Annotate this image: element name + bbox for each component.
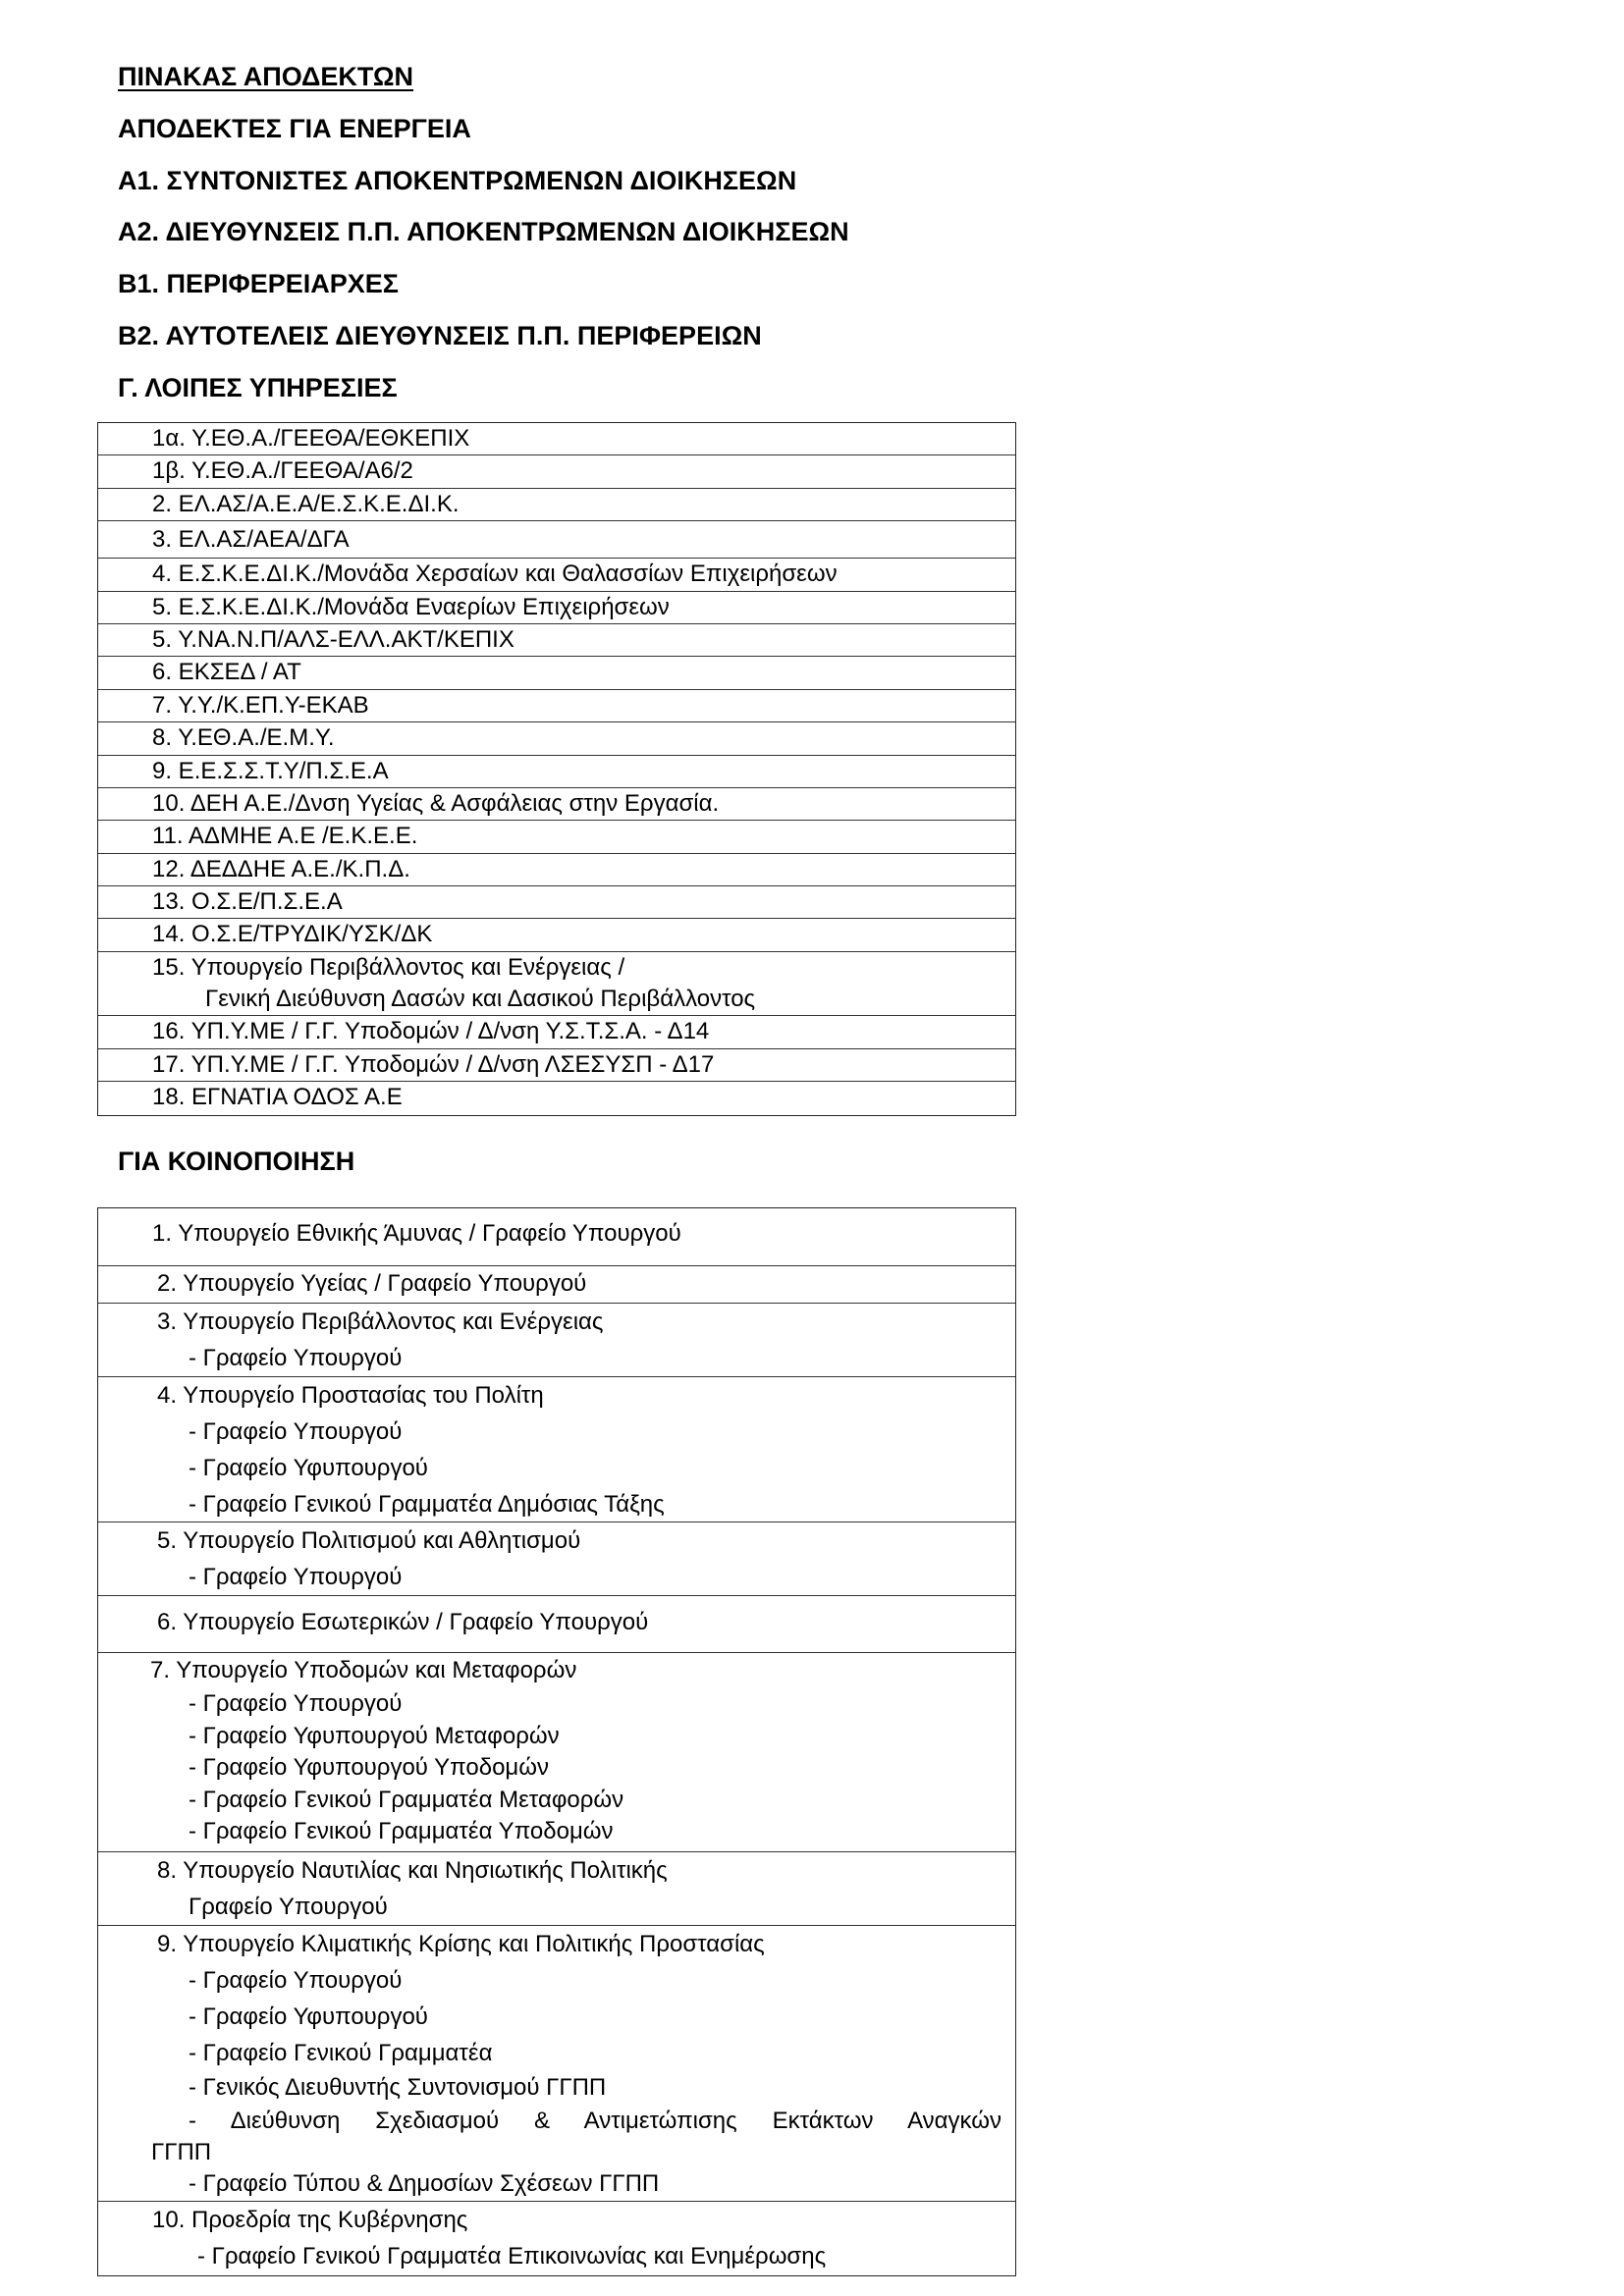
action-recipients-heading: ΑΠΟΔΕΚΤΕΣ ΓΙΑ ΕΝΕΡΓΕΙΑ bbox=[118, 114, 471, 143]
table-row bbox=[98, 919, 1015, 951]
table-row bbox=[98, 756, 1015, 788]
ministry-name: 10. Προεδρία της Κυβέρνησης bbox=[152, 2207, 468, 2233]
row-text: 5. Υ.ΝΑ.Ν.Π/ΑΛΣ-ΕΛΛ.ΑΚΤ/ΚΕΠΙΧ bbox=[152, 625, 514, 653]
office-item: - Γραφείο Υφυπουργού Μεταφορών bbox=[189, 1722, 560, 1749]
section-heading-a2: Α2. ΔΙΕΥΘΥΝΣΕΙΣ Π.Π. ΑΠΟΚΕΝΤΡΩΜΕΝΩΝ ΔΙΟΙΚΗΣΕΩΝ bbox=[118, 217, 849, 246]
office-item-continuation: ΓΓΠΠ bbox=[151, 2139, 212, 2165]
ministry-name: 3. Υπουργείο Περιβάλλοντος και Ενέργειας bbox=[157, 1308, 604, 1335]
row-text: 13. Ο.Σ.Ε/Π.Σ.Ε.Α bbox=[152, 888, 343, 916]
table-row bbox=[98, 521, 1015, 559]
row-text: 9. Ε.Ε.Σ.Σ.Τ.Υ/Π.Σ.Ε.Α bbox=[152, 757, 389, 784]
row-text: 18. ΕΓΝΑΤΙΑ ΟΔΟΣ Α.Ε bbox=[152, 1084, 403, 1111]
row-text: 2. ΕΛ.ΑΣ/Α.Ε.Α/Ε.Σ.Κ.Ε.ΔΙ.Κ. bbox=[152, 490, 460, 517]
row-text: 15. Υπουργείο Περιβάλλοντος και Ενέργειας / bbox=[152, 953, 625, 981]
table-row bbox=[98, 1522, 1015, 1596]
row-text: 6. ΕΚΣΕΔ / ΑΤ bbox=[152, 659, 301, 686]
table-row bbox=[98, 1596, 1015, 1653]
table-row bbox=[98, 1049, 1015, 1082]
ministry-name: 1. Υπουργείο Εθνικής Άμυνας / Γραφείο Υπουργού bbox=[152, 1220, 681, 1247]
office-item: - Γενικός Διευθυντής Συντονισμού ΓΓΠΠ bbox=[189, 2074, 607, 2101]
office-item: Γραφείο Υπουργού bbox=[189, 1894, 388, 1920]
table-row bbox=[98, 690, 1015, 722]
row-text: 1β. Υ.ΕΘ.Α./ΓΕΕΘΑ/Α6/2 bbox=[152, 457, 413, 485]
table-row bbox=[98, 788, 1015, 821]
table-row bbox=[98, 1926, 1015, 2202]
table-row bbox=[98, 1208, 1015, 1266]
table-row bbox=[98, 1266, 1015, 1304]
ministry-name: 5. Υπουργείο Πολιτισμού και Αθλητισμού bbox=[157, 1527, 581, 1554]
table-row bbox=[98, 952, 1015, 1017]
row-text: 1α. Υ.ΕΘ.Α./ΓΕΕΘΑ/ΕΘΚΕΠΙΧ bbox=[152, 425, 470, 452]
row-text: 8. Υ.ΕΘ.Α./Ε.Μ.Υ. bbox=[152, 724, 335, 752]
table-row bbox=[98, 1082, 1015, 1114]
table-row bbox=[98, 455, 1015, 488]
ministry-name: 9. Υπουργείο Κλιματικής Κρίσης και Πολιτικής Προστασίας bbox=[157, 1931, 765, 1957]
ministry-name: 8. Υπουργείο Ναυτιλίας και Νησιωτικής Πολιτικής bbox=[157, 1857, 668, 1884]
office-item: - Γραφείο Γενικού Γραμματέα Υποδομών bbox=[189, 1818, 614, 1844]
table-row bbox=[98, 1653, 1015, 1852]
office-item: - Γραφείο Υπουργού bbox=[189, 1690, 403, 1717]
other-services-table bbox=[97, 422, 1016, 1116]
table-row bbox=[98, 1304, 1015, 1377]
ministry-name: 6. Υπουργείο Εσωτερικών / Γραφείο Υπουργού bbox=[157, 1609, 649, 1635]
office-item: - Γραφείο Υπουργού bbox=[189, 1418, 403, 1445]
table-row bbox=[98, 1852, 1015, 1926]
table-row bbox=[98, 886, 1015, 919]
row-text: 4. Ε.Σ.Κ.Ε.ΔΙ.Κ./Μονάδα Χερσαίων και Θαλασσίων Επιχειρήσεων bbox=[152, 561, 838, 588]
office-item: - Γραφείο Γενικού Γραμματέα Επικοινωνίας και Ενημέρωσης bbox=[197, 2243, 827, 2269]
table-row bbox=[98, 624, 1015, 657]
row-text: 12. ΔΕΔΔΗΕ Α.Ε./Κ.Π.Δ. bbox=[152, 855, 410, 882]
table-row bbox=[98, 854, 1015, 886]
table-row bbox=[98, 2202, 1015, 2275]
office-item: - Γραφείο Υφυπουργού bbox=[189, 1455, 428, 1481]
table-row bbox=[98, 489, 1015, 521]
table-row bbox=[98, 657, 1015, 689]
row-text: 5. Ε.Σ.Κ.Ε.ΔΙ.Κ./Μονάδα Εναερίων Επιχειρήσεων bbox=[152, 593, 670, 620]
row-text: 11. ΑΔΜΗΕ Α.Ε /Ε.Κ.Ε.Ε. bbox=[152, 823, 418, 850]
office-item: - Γραφείο Γενικού Γραμματέα Μεταφορών bbox=[189, 1786, 624, 1813]
row-text: 10. ΔΕΗ Α.Ε./Δνση Υγείας & Ασφάλειας στην Εργασία. bbox=[152, 789, 720, 817]
notification-table bbox=[97, 1207, 1016, 2276]
row-text: 3. ΕΛ.ΑΣ/ΑΕΑ/ΔΓΑ bbox=[152, 526, 350, 554]
section-heading-b1: Β1. ΠΕΡΙΦΕΡΕΙΑΡΧΕΣ bbox=[118, 269, 399, 298]
office-item: - Γραφείο Τύπου & Δημοσίων Σχέσεων ΓΓΠΠ bbox=[189, 2170, 660, 2197]
row-text: 14. Ο.Σ.Ε/ΤΡΥΔΙΚ/ΥΣΚ/ΔΚ bbox=[152, 921, 433, 948]
row-text-continuation: Γενική Διεύθυνση Δασών και Δασικού Περιβάλλοντος bbox=[205, 985, 756, 1012]
section-heading-g: Γ. ΛΟΙΠΕΣ ΥΠΗΡΕΣΙΕΣ bbox=[118, 373, 398, 402]
document-title: ΠΙΝΑΚΑΣ ΑΠΟΔΕΚΤΩΝ bbox=[118, 62, 414, 91]
office-item: - Γραφείο Υφυπουργού bbox=[189, 2003, 428, 2030]
notification-heading: ΓΙΑ ΚΟΙΝΟΠΟΙΗΣΗ bbox=[118, 1147, 355, 1176]
row-text: 16. ΥΠ.Υ.ΜΕ / Γ.Γ. Υποδομών / Δ/νση Υ.Σ.Τ.Σ.Α. - Δ14 bbox=[152, 1018, 710, 1045]
table-row bbox=[98, 821, 1015, 853]
table-row bbox=[98, 592, 1015, 624]
table-row bbox=[98, 559, 1015, 591]
office-item: - Γραφείο Υφυπουργού Υποδομών bbox=[189, 1754, 549, 1781]
ministry-name: 4. Υπουργείο Προστασίας του Πολίτη bbox=[157, 1382, 544, 1409]
office-item: - Γραφείο Υπουργού bbox=[189, 1967, 403, 1994]
table-row bbox=[98, 423, 1015, 455]
office-item: - Γραφείο Υπουργού bbox=[189, 1345, 403, 1371]
office-item: - Γραφείο Γενικού Γραμματέα Δημόσιας Τάξης bbox=[189, 1491, 665, 1518]
ministry-name: 2. Υπουργείο Υγείας / Γραφείο Υπουργού bbox=[157, 1270, 587, 1297]
table-row bbox=[98, 1377, 1015, 1522]
table-row bbox=[98, 1016, 1015, 1048]
section-heading-a1: Α1. ΣΥΝΤΟΝΙΣΤΕΣ ΑΠΟΚΕΝΤΡΩΜΕΝΩΝ ΔΙΟΙΚΗΣΕΩΝ bbox=[118, 166, 797, 195]
office-item: - Γραφείο Υπουργού bbox=[189, 1564, 403, 1590]
office-item: - Διεύθυνση Σχεδιασμού & Αντιμετώπισης Εκτάκτων Αναγκών bbox=[189, 2108, 1001, 2134]
table-row bbox=[98, 722, 1015, 755]
row-text: 17. ΥΠ.Υ.ΜΕ / Γ.Γ. Υποδομών / Δ/νση ΛΣΕΣΥΣΠ - Δ17 bbox=[152, 1050, 715, 1078]
row-text: 7. Υ.Υ./Κ.ΕΠ.Υ-ΕΚΑΒ bbox=[152, 691, 369, 719]
ministry-name: 7. Υπουργείο Υποδομών και Μεταφορών bbox=[150, 1657, 577, 1683]
office-item: - Γραφείο Γενικού Γραμματέα bbox=[189, 2040, 493, 2066]
section-heading-b2: Β2. ΑΥΤΟΤΕΛΕΙΣ ΔΙΕΥΘΥΝΣΕΙΣ Π.Π. ΠΕΡΙΦΕΡΕΙΩΝ bbox=[118, 321, 762, 350]
